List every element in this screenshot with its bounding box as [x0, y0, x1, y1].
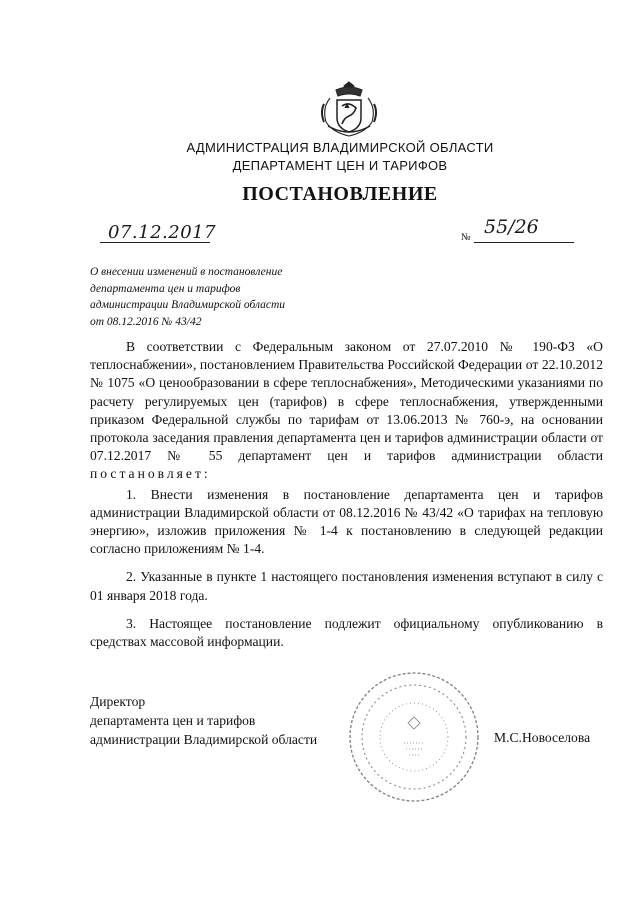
- signatory-department: департамента цен и тарифов: [90, 713, 256, 728]
- number-sign: №: [461, 232, 471, 243]
- clause-3: 3. Настоящее постановление подлежит официальному опубликованию в средствах массовой информации.: [90, 615, 603, 650]
- signature-block: [90, 692, 317, 749]
- coat-of-arms-icon: [318, 78, 380, 140]
- document-body: [90, 338, 603, 661]
- clause-2: 2. Указанные в пункте 1 настоящего постановления изменения вступают в силу с 01 января 2018 года.: [90, 569, 603, 603]
- signatory-title: Директор: [90, 694, 146, 709]
- clause-1: 1. Внести изменения в постановление департамента цен и тарифов администрации Владимирской области от 08.12.2016 № 43/42 «О тарифах на тепловую энергию», изложив приложения № 1-4 к постановлению в следующей редакции согласно приложениям № 1-4.: [90, 486, 603, 557]
- department-name: ДЕПАРТАМЕНТ ЦЕН И ТАРИФОВ: [232, 158, 448, 173]
- subject-line: департамента цен и тарифов: [90, 282, 241, 295]
- subject-line: от 08.12.2016 № 43/42: [90, 315, 202, 328]
- document-subject: [90, 264, 285, 330]
- preamble-text: В соответствии с Федеральным законом от 27.07.2010 № 190-ФЗ «О теплоснабжении», постановлением Правительства Российской Федерации от 22.10.2012 № 1075 «О ценообразовании в сфере теплоснабжения», Методическими указаниями по расчету регулируемых цен (тарифов) в сфере теплоснабжения, утвержденными приказом Федеральной службы по тарифам от 13.06.2013 № 760-э, на основании протокола заседания правления департамента цен и тарифов администрации области от 07.12.2017 № 55 департамент цен и тарифов администрации области: [90, 339, 603, 464]
- document-number: 55/26: [484, 216, 539, 238]
- organization-name: АДМИНИСТРАЦИЯ ВЛАДИМИРСКОЙ ОБЛАСТИ: [186, 140, 494, 155]
- subject-line: О внесении изменений в постановление: [90, 266, 283, 278]
- subject-line: администрации Владимирской области: [90, 299, 286, 311]
- number-underline: [474, 242, 574, 243]
- document-date: 07.12.2017: [108, 222, 217, 243]
- document-title: ПОСТАНОВЛЕНИЕ: [242, 183, 438, 205]
- preamble-paragraph: [90, 338, 603, 484]
- signatory-administration: администрации Владимирской области: [90, 732, 318, 747]
- resolves-word: постановляет:: [90, 466, 211, 482]
- official-seal-icon: [344, 667, 484, 807]
- date-underline: [100, 242, 210, 243]
- signatory-name: М.С.Новоселова: [494, 730, 591, 745]
